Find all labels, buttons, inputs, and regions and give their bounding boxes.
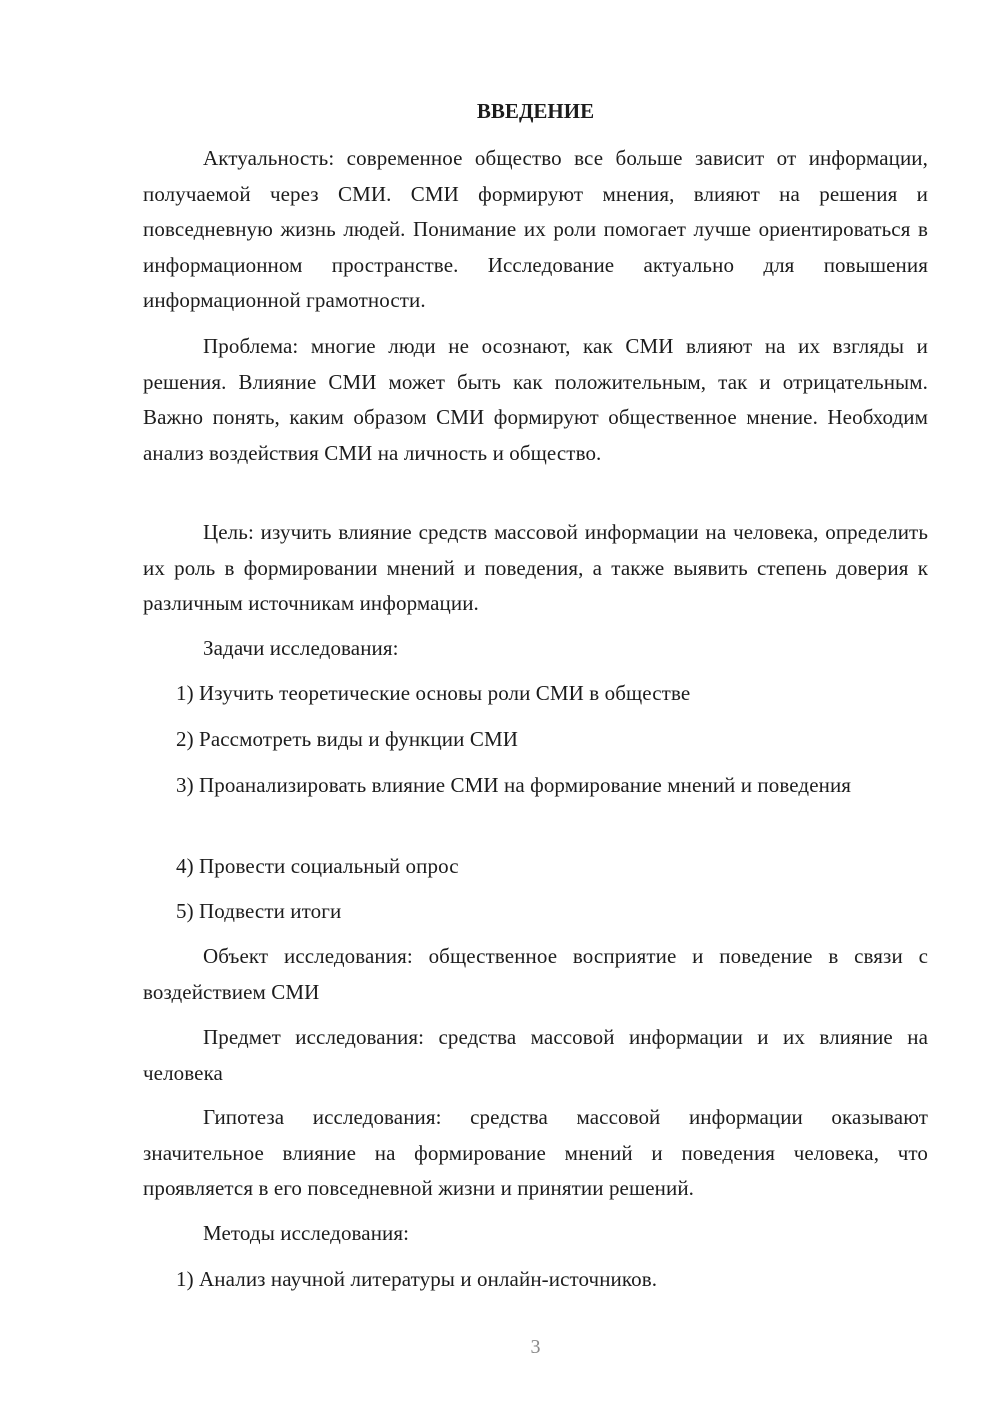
task-item-2: 2) Рассмотреть виды и функции СМИ <box>176 727 518 751</box>
page-number: 3 <box>530 1336 541 1358</box>
method-item-1: 1) Анализ научной литературы и онлайн-источников. <box>176 1267 658 1291</box>
document-page <box>143 0 928 1414</box>
paragraph-relevance: Актуальность: современное общество все больше зависит от информации, получаемой через СМИ. СМИ формируют мнения, влияют на решения и повседневную жизнь людей. Понимание их роли помогает лучше ориентироваться в информационном пространстве. Исследование актуально для повышения информационной грамотности. <box>143 146 928 312</box>
paragraph-goal: Цель: изучить влияние средств массовой информации на человека, определить их роль в формировании мнений и поведения, а также выявить степень доверия к различным источникам информации. <box>143 520 928 615</box>
paragraph-problem: Проблема: многие люди не осознают, как СМИ влияют на их взгляды и решения. Влияние СМИ может быть как положительным, так и отрицательным. Важно понять, каким образом СМИ формируют общественное мнение. Необходим анализ воздействия СМИ на личность и общество. <box>143 334 928 465</box>
methods-heading: Методы исследования: <box>203 1221 410 1245</box>
paragraph-hypothesis: Гипотеза исследования: средства массовой информации оказывают значительное влияние на формирование мнений и поведения человека, что проявляется в его повседневной жизни и принятии решений. <box>143 1105 928 1200</box>
task-item-5: 5) Подвести итоги <box>176 899 342 923</box>
task-item-4: 4) Провести социальный опрос <box>176 854 459 878</box>
page-title: ВВЕДЕНИЕ <box>476 99 595 123</box>
paragraph-subject: Предмет исследования: средства массовой информации и их влияние на человека <box>143 1025 928 1085</box>
task-item-3: 3) Проанализировать влияние СМИ на формирование мнений и поведения <box>176 773 852 797</box>
paragraph-object: Объект исследования: общественное восприятие и поведение в связи с воздействием СМИ <box>143 944 928 1004</box>
task-item-1: 1) Изучить теоретические основы роли СМИ в обществе <box>176 681 691 705</box>
tasks-heading: Задачи исследования: <box>203 636 399 660</box>
